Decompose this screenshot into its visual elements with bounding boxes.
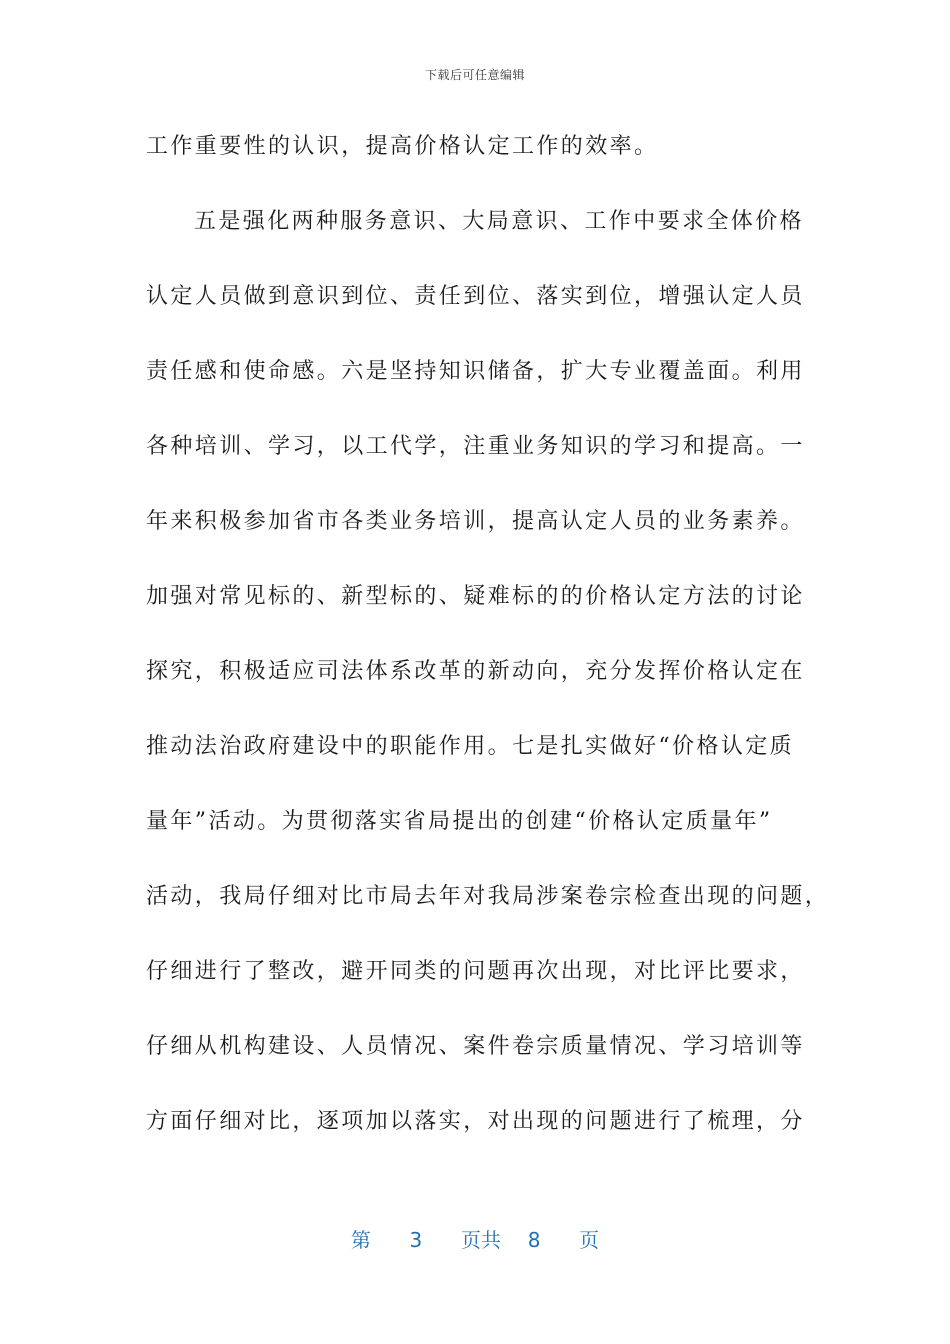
footer-prefix: 第: [350, 1228, 371, 1252]
body-line: 工作重要性的认识，提高价格认定工作的效率。: [146, 134, 659, 159]
page-header-note: 下载后可任意编辑: [424, 68, 525, 82]
body-line: 推动法治政府建设中的职能作用。七是扎实做好“价格认定质: [146, 734, 795, 759]
footer-current-page: 3: [409, 1228, 423, 1252]
body-line: 方面仔细对比，逐项加以落实，对出现的问题进行了梳理，分: [146, 1109, 805, 1134]
body-line: 仔细进行了整改，避开同类的问题再次出现，对比评比要求，: [146, 959, 805, 984]
body-line: 各种培训、学习，以工代学，注重业务知识的学习和提高。一: [146, 434, 805, 459]
body-line: 活动，我局仔细对比市局去年对我局涉案卷宗检查出现的问题，: [146, 884, 830, 909]
document-body: [146, 128, 830, 1178]
footer-suffix: 页: [579, 1228, 600, 1252]
body-line: 认定人员做到意识到位、责任到位、落实到位，增强认定人员: [146, 284, 805, 309]
body-line: 责任感和使命感。六是坚持知识储备，扩大专业覆盖面。利用: [146, 359, 805, 384]
body-line: 仔细从机构建设、人员情况、案件卷宗质量情况、学习培训等: [146, 1034, 805, 1059]
body-line: 年来积极参加省市各类业务培训，提高认定人员的业务素养。: [146, 509, 805, 534]
footer-total-pages: 8: [527, 1228, 541, 1252]
body-line: 探究，积极适应司法体系改革的新动向，充分发挥价格认定在: [146, 659, 805, 684]
body-line: 加强对常见标的、新型标的、疑难标的的价格认定方法的讨论: [146, 584, 805, 609]
footer-middle: 页共: [461, 1228, 501, 1252]
paragraph-start-line: 五是强化两种服务意识、大局意识、工作中要求全体价格: [194, 209, 805, 234]
page-number-footer: [0, 1224, 950, 1253]
body-line: 量年”活动。为贯彻落实省局提出的创建“价格认定质量年”: [146, 809, 773, 834]
